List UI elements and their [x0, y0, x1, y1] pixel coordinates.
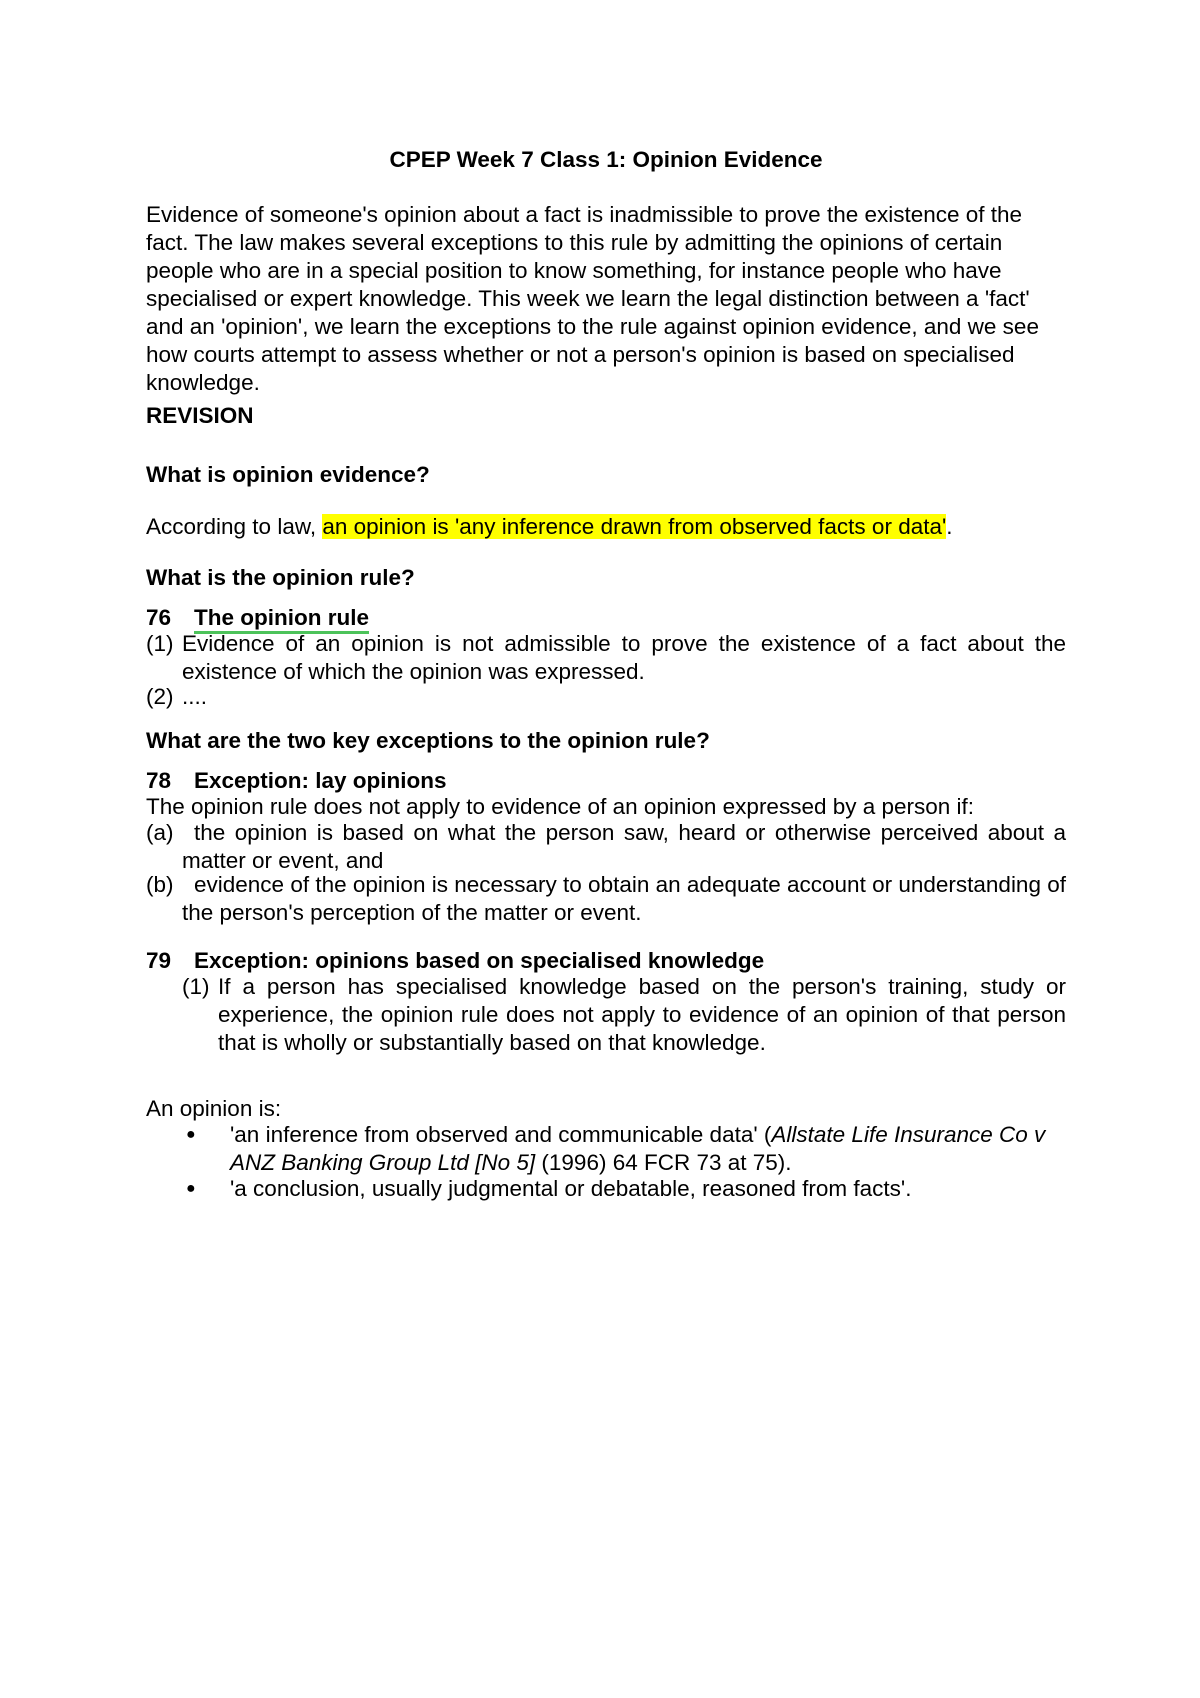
section-76-item-1 — [146, 630, 1066, 686]
section-78-title: Exception: lay opinions — [194, 768, 447, 793]
section-78-item-b — [146, 871, 1066, 927]
section-76-title: The opinion rule — [194, 605, 369, 634]
question-exceptions: What are the two key exceptions to the opinion rule? — [146, 728, 710, 753]
item-label: (1) — [146, 631, 174, 656]
question-opinion-rule: What is the opinion rule? — [146, 565, 415, 590]
section-76-number: 76 — [146, 605, 172, 630]
item-label: (1) — [182, 974, 210, 999]
revision-heading: REVISION — [146, 403, 254, 428]
bullet-item-2 — [186, 1175, 1066, 1203]
bullet-text: 'a conclusion, usually judgmental or debatable, reasoned from facts'. — [230, 1176, 912, 1201]
section-78-number: 78 — [146, 768, 172, 793]
section-76-heading — [146, 604, 1066, 632]
definition-highlight: an opinion is 'any inference drawn from observed facts or data' — [322, 514, 947, 539]
bullet-icon: ● — [186, 1180, 196, 1197]
section-78-lead: The opinion rule does not apply to evidence of an opinion expressed by a person if: — [146, 794, 975, 819]
bullet-1-pre: 'an inference from observed and communicable data' ( — [230, 1122, 772, 1147]
definition-prefix: According to law, — [146, 514, 323, 539]
case-citation: Allstate Life Insurance Co v ANZ Banking Group Ltd [No 5] — [230, 1122, 1046, 1175]
item-text: the opinion is based on what the person saw, heard or otherwise perceived about a matter or event, and — [182, 820, 1066, 873]
opinion-is-lead: An opinion is: — [146, 1096, 282, 1121]
item-text: If a person has specialised knowledge based on the person's training, study or experience, the opinion rule does not apply to evidence of an opinion of that person that is wholly or substantially based on that knowledge. — [218, 974, 1066, 1055]
item-text: evidence of the opinion is necessary to obtain an adequate account or understanding of the person's perception of the matter or event. — [182, 872, 1066, 925]
item-label: (b) — [146, 872, 174, 897]
item-label: (a) — [146, 820, 174, 845]
bullet-text — [230, 1121, 1066, 1177]
section-76-item-2 — [146, 683, 1066, 711]
question-opinion-evidence: What is opinion evidence? — [146, 462, 430, 487]
section-79-item-1 — [182, 973, 1066, 1057]
definition-suffix: . — [946, 514, 953, 539]
item-text: Evidence of an opinion is not admissible to prove the existence of a fact about the existence of which the opinion was expressed. — [182, 631, 1066, 684]
section-79-number: 79 — [146, 948, 172, 973]
bullet-1-post: (1996) 64 FCR 73 at 75). — [535, 1150, 792, 1175]
opinion-definition — [146, 513, 1066, 541]
item-text: .... — [182, 684, 208, 709]
bullet-item-1 — [186, 1121, 1066, 1177]
section-78-heading — [146, 767, 1066, 795]
section-79-heading — [146, 947, 1066, 975]
section-78-item-a — [146, 819, 1066, 875]
intro-paragraph: Evidence of someone's opinion about a fact is inadmissible to prove the existence of the fact. The law makes several exceptions to this rule by admitting the opinions of certain people who are in a special position to know something, for instance people who have specialised or expert knowledge. This week we learn the legal distinction between a 'fact' and an 'opinion', we learn the exceptions to the rule against opinion evidence, and we see how courts attempt to assess whether or not a person's opinion is based on specialised knowledge. — [146, 202, 1039, 395]
section-79-title: Exception: opinions based on specialised knowledge — [194, 948, 765, 973]
bullet-icon: ● — [186, 1126, 196, 1143]
document-title: CPEP Week 7 Class 1: Opinion Evidence — [389, 147, 823, 172]
item-label: (2) — [146, 684, 174, 709]
